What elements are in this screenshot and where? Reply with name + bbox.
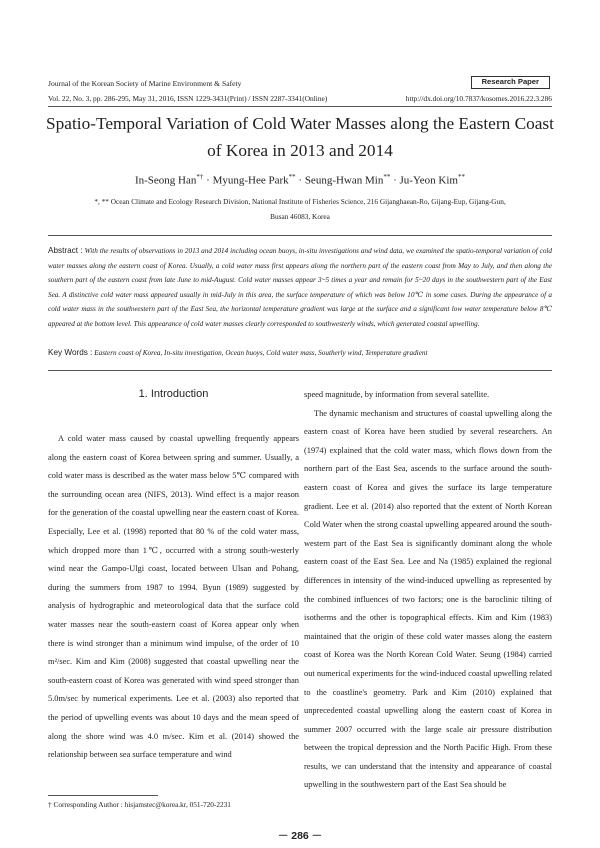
author-list [40, 174, 560, 187]
abstract-top-rule [48, 235, 552, 236]
author-name: Seung-Hwan Min [304, 174, 384, 187]
body-column-left [48, 430, 299, 765]
body-paragraph: A cold water mass caused by coastal upwelling frequently appears along the eastern coast of Korea between spring and summer. Usually, a cold water mass is described as the water mass below 5℃ compared with the surrounding ocean area (NIFS, 2013). Wind effect is a major reason for the generation of the coastal upwelling near the eastern coast of Korea. Especially, Lee et al. (1998) reported that 80 % of the cold water mass, which dropped more than 1℃, occurred with a strong south-westerly wind near the Gampo-Ulgi coast, located between Ulsan and Pohang, during the summers from 1987 to 1994. Byun (1989) suggested by analysis of hydrographic and meteorological data that the surface cold water masses near the south-eastern coast of Korea appear only when there is wind stronger than a minimum wind impulse, of the order of 10 m²/sec. Kim and Kim (2008) suggested that coastal upwelling near the south-eastern coast of Korea was generated with wind speed stronger than 5.0m/sec by numerical experiments. Lee et al. (2003) also reported that the period of upwelling events was about 10 days and the mean speed of along the shore wind was 4.0 m/sec. Kim et al. (2014) showed the relationship between sea surface temperature and wind [48, 434, 299, 760]
section-title: 1. Introduction [138, 388, 209, 400]
body-paragraph: The dynamic mechanism and structures of coastal upwelling along the eastern coast of Korea have been studied by several researchers. An (1974) explained that the cold water mass, which flows down from the northern part of the East Sea, ascends to the surface around the south-eastern coast of Korea and gives the surface its large temperature gradient. Lee et al. (2014) also reported that the extent of North Korean Cold Water when the strong coastal upwelling appeared around the south-western part of the East Sea is significantly dominant along the whole eastern coast of the East Sea. Lee and Na (1985) explained the regional differences in intensity of the wind-induced upwelling as represented by the combined influences of two factors; one is the baroclinic tilting of isotherms and the other is topographical effects. Kim and Kim (1983) maintained that the origin of these cold water masses along the eastern coast of Korea was the North Korean Cold Water. Seung (1984) carried out numerical experiments for the wind-induced coastal upwelling related to the coastline's geometry. Park and Kim (2010) explained that unprecedented coastal upwelling along the eastern coast of Korea in summer 2007 occurred with the large scale air pressure distribution between the tropical depression and the North Pacific High. From these results, we can understand that the intensity and appearance of coastal upwelling in the southwestern part of the East Sea should be [304, 408, 552, 790]
author-name: In-Seong Han [134, 174, 197, 187]
page-number: － 286 － [277, 830, 323, 842]
header-rule [48, 106, 552, 107]
body-paragraph: speed magnitude, by information from several satellite. [304, 390, 490, 399]
paper-title: Spatio-Temporal Variation of Cold Water Masses along the Eastern Coast of Korea in 2013 and 2014 [46, 114, 554, 160]
affiliation-line: *, ** Ocean Climate and Ecology Research Division, National Institute of Fisheries Science, 216 Gijanghaean-Ro, Gijang-Eup, Gijang-Gun, [94, 197, 506, 206]
volume-info: Vol. 22, No. 3, pp. 286-295, May 31, 2016, ISSN 1229-3431(Print) / ISSN 2287-3341(Online) [48, 94, 328, 103]
author-name: Myung-Hee Park [212, 174, 289, 187]
abstract-text: With the results of observations in 2013 and 2014 including ocean buoys, in-situ investigations and wind data, we examined the spatio-temporal variation of cold water masses along the eastern coast of Korea. Usually, a cold water mass first appears along the northern part of the eastern coast from May to July, and then along the southern part of the eastern coast from late June to mid-August. Cold water masses appear 3~5 times a year and remain for 5~20 days in the southwestern part of the East Sea. A distinctive cold water mass appeared usually in mid-July in this area, the surface temperature of which was below 10℃ in some cases. During the appearance of a cold water mass in the southwestern part of the East Sea, the horizontal temperature gradient was large at the surface and a significant low water temperature below 8℃ appeared at the bottom level. This appearance of cold water masses clearly corresponded to southwesterly winds, which generated coastal upwelling. [48, 247, 552, 328]
keywords-label: Key Words : [48, 348, 93, 357]
body-column-right [304, 386, 552, 795]
keywords [48, 348, 552, 357]
affiliation [60, 194, 540, 224]
author-separator: · [390, 174, 400, 187]
author-mark: *† [196, 173, 204, 181]
author-mark: ** [383, 173, 391, 181]
footnote: † Corresponding Author : hisjamstec@korea.kr, 051-720-2231 [48, 800, 231, 809]
affiliation-line: Busan 46083, Korea [270, 212, 330, 221]
author-mark: ** [458, 173, 465, 181]
footnote-rule [48, 795, 158, 796]
author-mark: ** [288, 173, 296, 181]
author-name: Ju-Yeon Kim [399, 174, 458, 187]
doi-link[interactable]: http://dx.doi.org/10.7837/kosomes.2016.22.3.286 [405, 94, 552, 103]
abstract-label: Abstract : [48, 246, 83, 255]
article-type-badge: Research Paper [471, 76, 550, 89]
journal-name: Journal of the Korean Society of Marine Environment & Safety [48, 79, 242, 88]
abstract [48, 244, 552, 332]
abstract-bottom-rule [48, 370, 552, 371]
author-separator: · [295, 174, 305, 187]
author-separator: · [203, 174, 213, 187]
keywords-text: Eastern coast of Korea, In-situ investigation, Ocean buoys, Cold water mass, Southerly wind, Temperature gradient [94, 349, 428, 357]
